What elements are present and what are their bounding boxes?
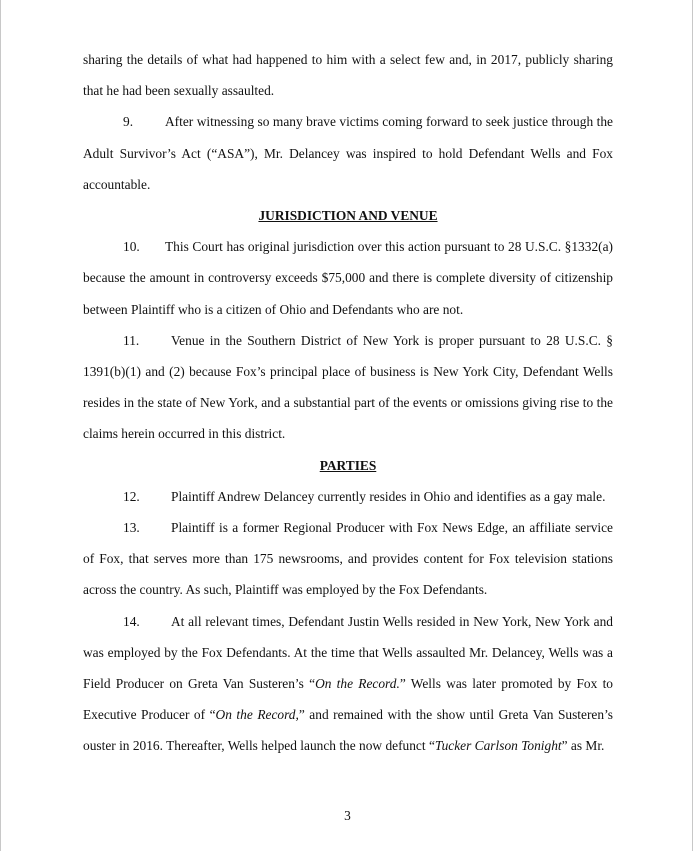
- paragraph-9: [83, 106, 613, 200]
- paragraph-10: [83, 231, 613, 325]
- paragraph-text-part: ” Wells was later promoted by Fox to Executive Producer of “: [83, 676, 613, 723]
- paragraph-12: [83, 481, 613, 512]
- paragraph-number: 12.: [123, 488, 140, 504]
- paragraph-text-part: At all relevant times, Defendant Justin Wells resided in New York, New York and was employed by the Fox Defendants. At the time that Wells assaulted Mr. Delancey, Wells was a Field Producer on Greta Van Susteren’s “: [83, 613, 613, 692]
- paragraph-number: 14.: [123, 613, 140, 629]
- show-title: On the Record.: [315, 676, 400, 692]
- paragraph-text: This Court has original jurisdiction over this action pursuant to 28 U.S.C. §1332(a) because the amount in controversy exceeds $75,000 and there is complete diversity of citizenship between Plaintiff who is a citizen of Ohio and Defendants who are not.: [83, 239, 613, 317]
- paragraph-text: Venue in the Southern District of New York is proper pursuant to 28 U.S.C. § 1391(b)(1) and (2) because Fox’s principal place of business is New York City, Defendant Wells resides in the state of New York, and a substantial part of the events or omissions giving rise to the claims herein occurred in this district.: [83, 332, 613, 442]
- paragraph-text-part: ” and remained with the show until Greta Van Susteren’s ouster in 2016. Thereafter, Wells helped launch the now defunct “: [83, 707, 613, 754]
- paragraph-continuation: sharing the details of what had happened to him with a select few and, in 2017, publicly sharing that he had been sexually assaulted.: [83, 52, 613, 99]
- paragraph-text-part: ” as Mr.: [561, 738, 605, 754]
- paragraph-11: [83, 325, 613, 450]
- paragraph-13: [83, 512, 613, 606]
- document-body: [83, 44, 613, 762]
- show-title: On the Record,: [215, 707, 299, 723]
- paragraph-text: Plaintiff Andrew Delancey currently resides in Ohio and identifies as a gay male.: [171, 488, 606, 504]
- paragraph-number: 13.: [123, 520, 140, 536]
- page-number: 3: [344, 808, 351, 823]
- section-heading-jurisdiction: JURISDICTION AND VENUE: [258, 208, 438, 224]
- show-title: Tucker Carlson Tonight: [434, 738, 562, 754]
- paragraph-number: 11.: [123, 332, 140, 348]
- paragraph-number: 10.: [123, 239, 140, 255]
- paragraph-14: [83, 606, 613, 762]
- section-heading-parties: PARTIES: [319, 457, 377, 473]
- paragraph-text: Plaintiff is a former Regional Producer with Fox News Edge, an affiliate service of Fox, that serves more than 175 newsrooms, and provides content for Fox television stations across the country. As such, Plaintiff was employed by the Fox Defendants.: [83, 520, 613, 598]
- paragraph-text: After witnessing so many brave victims coming forward to seek justice through the Adult Survivor’s Act (“ASA”), Mr. Delancey was inspired to hold Defendant Wells and Fox accountable.: [83, 114, 613, 192]
- paragraph-number: 9.: [123, 114, 134, 130]
